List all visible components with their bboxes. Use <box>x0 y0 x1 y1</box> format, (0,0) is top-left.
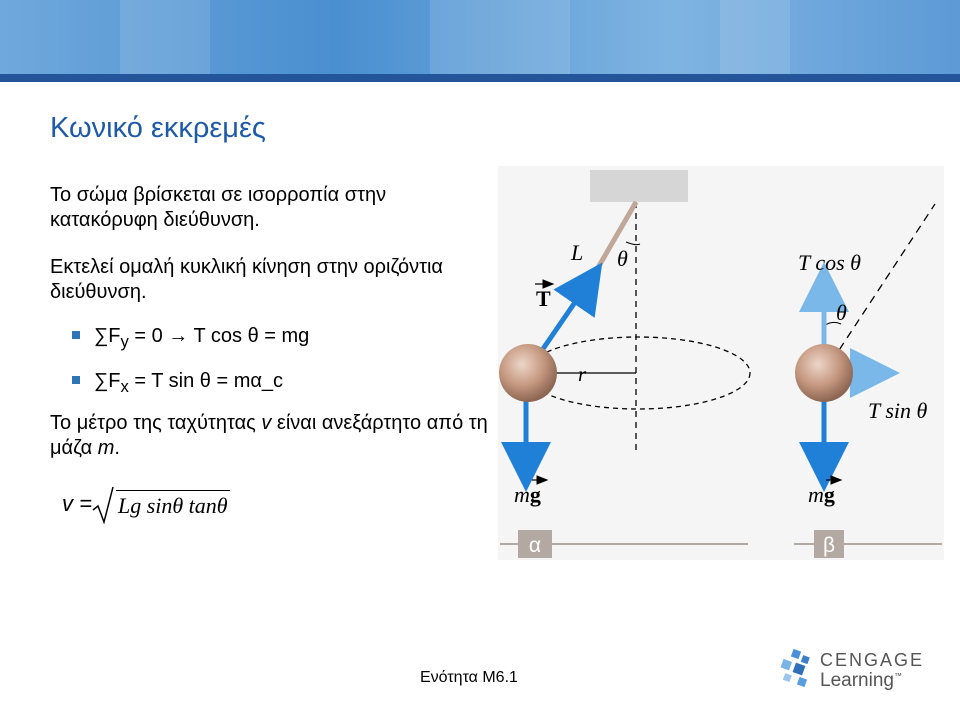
mg-g: g <box>823 482 835 507</box>
logo-tm: ™ <box>893 671 902 681</box>
variable-m: m <box>97 437 115 459</box>
paragraph-text: Το μέτρο της ταχύτητας <box>50 412 256 434</box>
mg-m: m <box>808 482 824 507</box>
formula-radicand: Lg sinθ tanθ <box>116 490 230 519</box>
cengage-logo <box>778 646 928 694</box>
cengage-logo-icon <box>778 648 818 692</box>
label-theta-b: θ <box>836 300 847 325</box>
paragraph-equilibrium: Το σώμα βρίσκεται σε ισορροπία στην κατακόρυφη διεύθυνση. <box>50 184 387 231</box>
top-banner <box>0 0 960 82</box>
bullet-text: $\sum F_x = T$ sin θ = mα_c <box>94 370 284 396</box>
formula-lhs: v = <box>62 491 92 516</box>
slide-title: Κωνικό εκκρεμές <box>50 112 266 144</box>
banner-stripe <box>430 0 570 82</box>
label-T: T <box>536 286 551 311</box>
banner-stripe <box>720 0 790 82</box>
mg-g: g <box>529 482 541 507</box>
label-tsin: T sin θ <box>868 398 928 423</box>
logo-line-2 <box>820 670 902 692</box>
paragraph-circular-motion: Εκτελεί ομαλή κυκλική κίνηση στην οριζόντια διεύθυνση. <box>50 256 443 303</box>
panel-b-label: β <box>822 534 836 557</box>
bullet-horizontal-forces <box>72 370 283 397</box>
variable-v: v <box>261 412 272 434</box>
logo-learning: Learning <box>820 670 894 691</box>
label-L: L <box>571 240 584 265</box>
figure-background <box>498 166 944 560</box>
paragraph-text: . <box>114 437 120 459</box>
logo-line-1: CENGAGE <box>820 650 925 670</box>
ceiling-support <box>590 170 688 202</box>
speed-formula <box>62 482 230 526</box>
label-tcos: T cos θ <box>798 250 861 275</box>
bullet-square-icon <box>72 376 80 384</box>
bullet-square-icon <box>72 331 80 339</box>
label-mg-b <box>808 482 835 507</box>
bullet-text: $\sum F_y = 0 \to T$ cos θ = mg <box>94 325 310 351</box>
mg-m: m <box>514 482 530 507</box>
banner-stripe <box>120 0 210 82</box>
square-root-icon <box>92 484 114 524</box>
label-theta-a: θ <box>617 246 628 271</box>
section-footer: Ενότητα Μ6.1 <box>420 669 518 686</box>
conical-pendulum-figure <box>498 166 944 560</box>
label-mg-a <box>514 482 541 507</box>
bullet-vertical-forces <box>72 325 309 352</box>
pendulum-ball-b <box>795 344 853 402</box>
label-r: r <box>578 362 587 386</box>
paragraph-text: είναι ανεξάρτητο από τη μάζα <box>50 412 488 459</box>
banner-rule <box>0 74 960 82</box>
pendulum-ball <box>499 344 557 402</box>
panel-a-label: α <box>528 534 542 557</box>
paragraph-speed-independence <box>50 411 490 461</box>
